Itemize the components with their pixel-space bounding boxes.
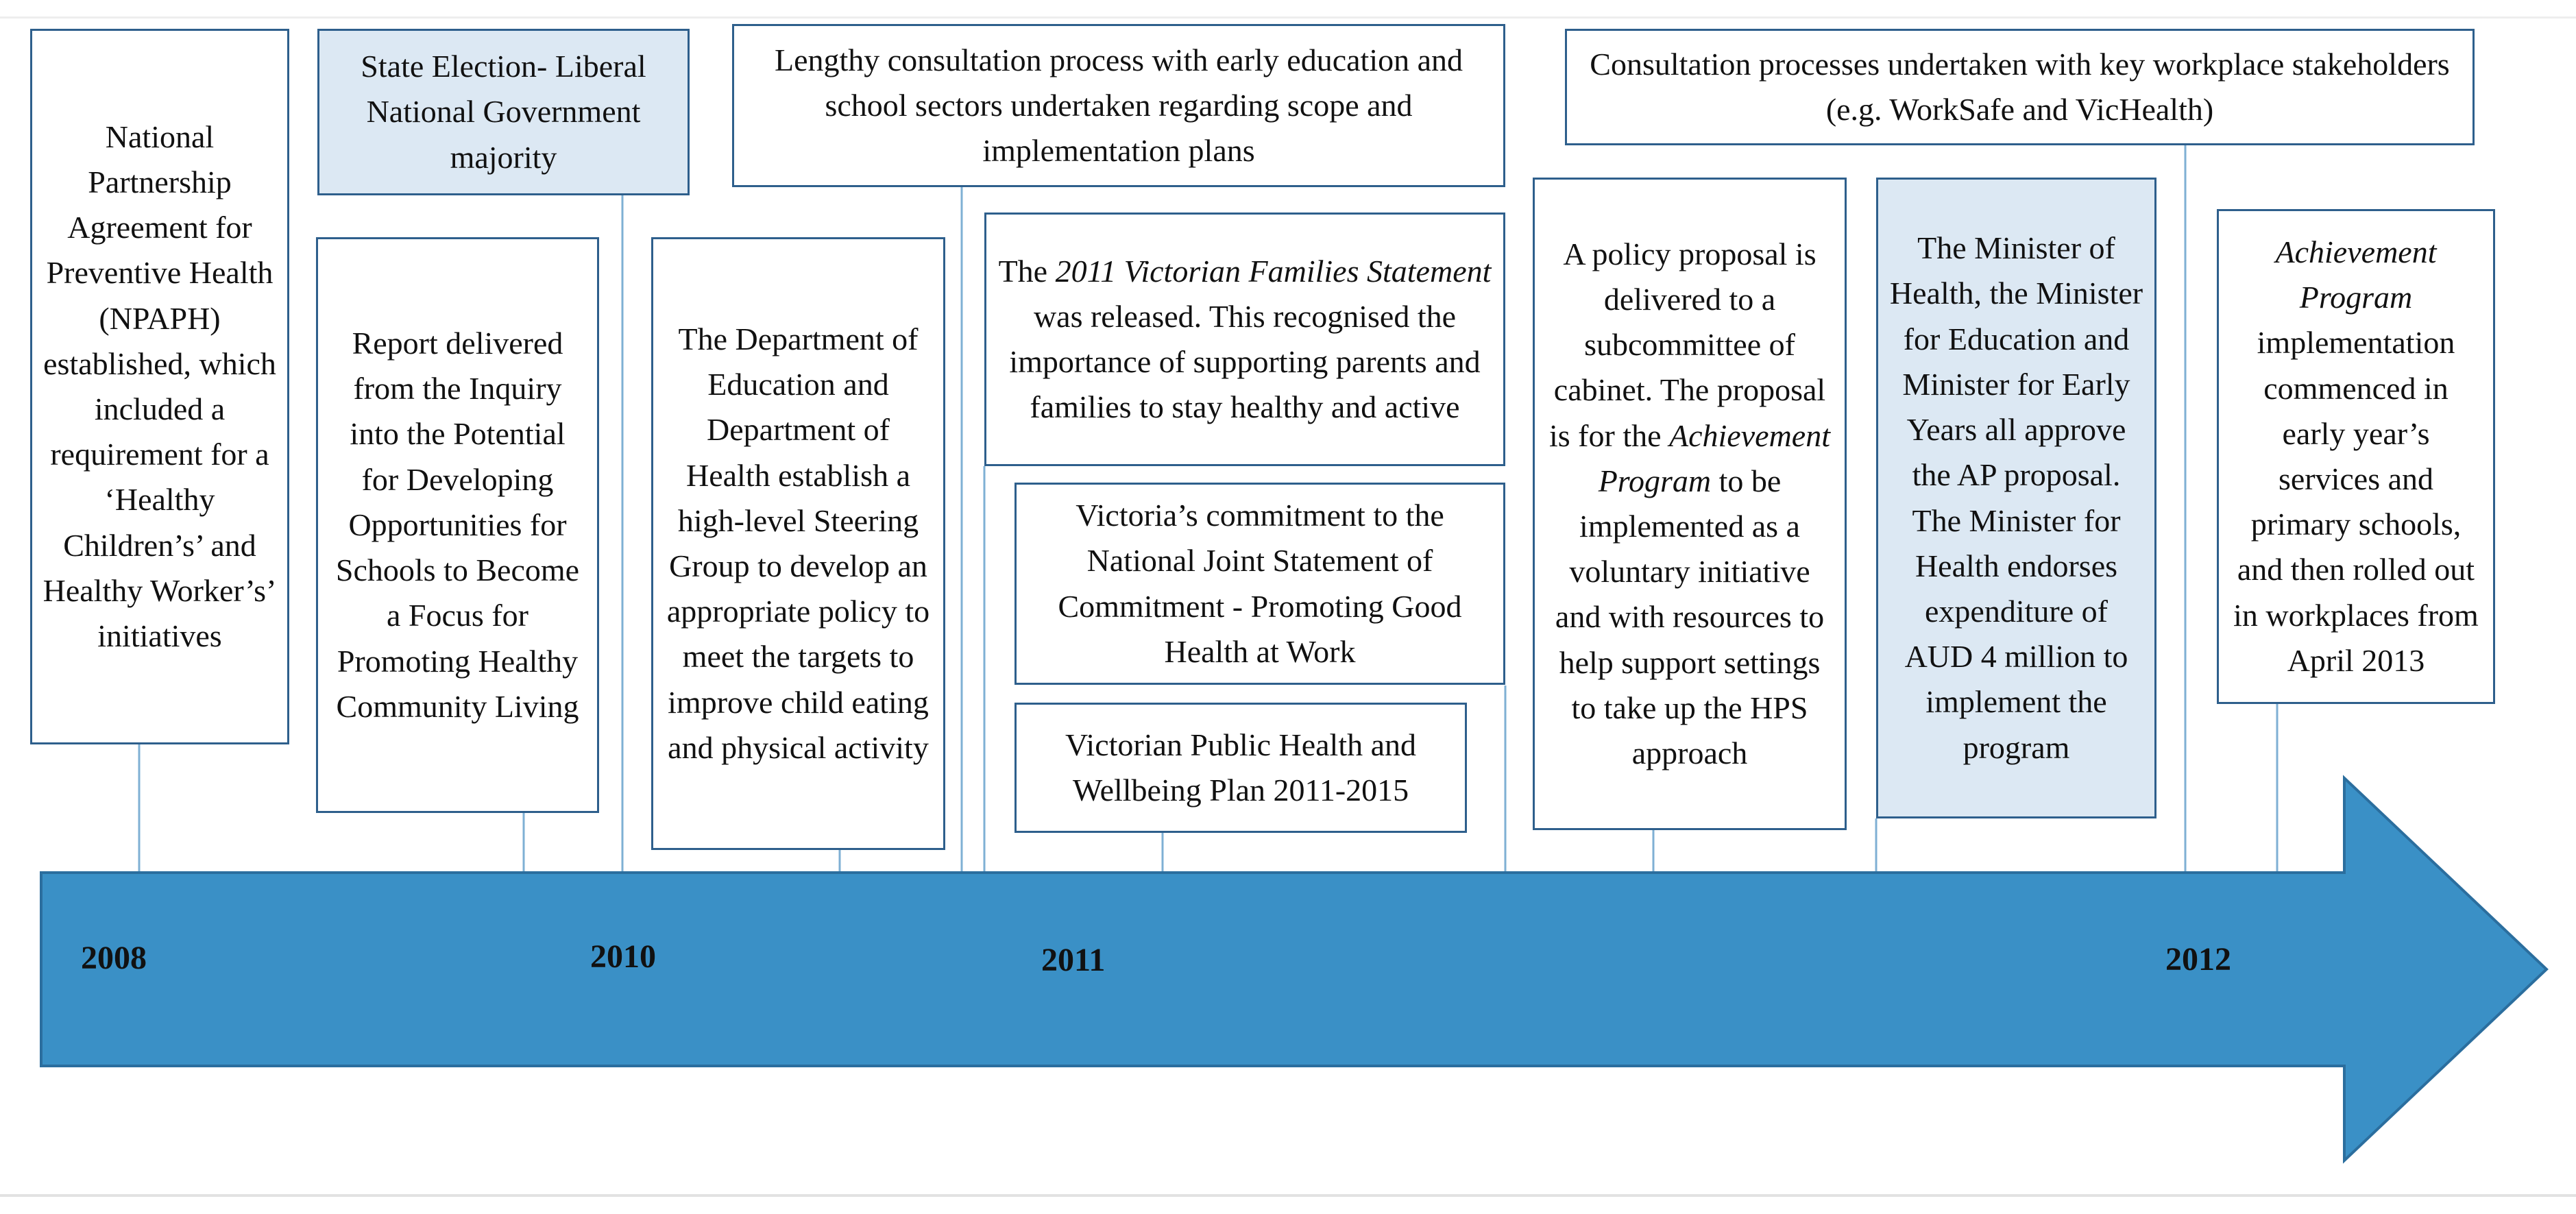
families-statement-text-post: was released. This recognised the importance of supporting parents and families to stay healthy and active xyxy=(1009,298,1481,425)
implementation-title: Achievement Program xyxy=(2275,234,2437,315)
event-text-implementation xyxy=(2228,230,2483,683)
event-box-policy-proposal xyxy=(1533,178,1847,830)
event-box-public-health-plan xyxy=(1014,703,1467,833)
event-text-inquiry-report: Report delivered from the Inquiry into the Potential for Developing Opportunities for Schools to Become a Focus for Promoting Healthy Community Living xyxy=(335,325,580,724)
event-text-state-election: State Election- Liberal National Government majority xyxy=(361,49,646,175)
families-statement-text-pre: The xyxy=(998,253,1056,289)
event-box-implementation xyxy=(2217,209,2495,704)
event-box-ministers-approve xyxy=(1876,178,2156,818)
event-text-steering-group: The Department of Education and Department of Health establish a high-level Steering Group to develop an appropriate policy to meet the targets to improve child eating and physical activity xyxy=(666,321,930,765)
event-text-national-joint-statement: Victoria’s commitment to the National Joint Statement of Commitment - Promoting Good Health at Work xyxy=(1058,498,1462,669)
year-label-2011: 2011 xyxy=(1041,942,1106,978)
year-label-2008: 2008 xyxy=(81,940,147,976)
event-box-state-election xyxy=(317,29,690,195)
event-box-inquiry-report xyxy=(316,237,599,813)
implementation-text-post: implementation commenced in early year’s services and primary schools, and then rolled out in workplaces from April 2013 xyxy=(2233,325,2479,678)
year-label-2012: 2012 xyxy=(2165,941,2231,978)
event-text-consultation-workplace: Consultation processes undertaken with key workplace stakeholders (e.g. WorkSafe and VicHealth) xyxy=(1590,46,2450,127)
bottom-divider xyxy=(0,1194,2576,1197)
event-text-public-health-plan: Victorian Public Health and Wellbeing Plan 2011-2015 xyxy=(1065,727,1417,808)
event-box-steering-group xyxy=(651,237,945,850)
event-text-families-statement xyxy=(996,249,1494,430)
event-box-consultation-workplace xyxy=(1565,29,2475,145)
policy-proposal-text-pre: A policy proposal is delivered to a subcommittee of cabinet. The proposal is for the xyxy=(1549,236,1826,453)
year-label-2010: 2010 xyxy=(590,938,656,975)
event-text-policy-proposal xyxy=(1544,232,1835,777)
policy-proposal-title: Achievement Program xyxy=(1598,417,1830,498)
event-box-consultation-education xyxy=(732,24,1505,187)
policy-proposal-text-post: to be implemented as a voluntary initiative and with resources to help support settings to take up the HPS approach xyxy=(1555,463,1825,771)
event-box-families-statement xyxy=(984,213,1505,466)
event-box-national-joint-statement xyxy=(1014,483,1505,685)
event-text-npaph: National Partnership Agreement for Preventive Health (NPAPH) established, which included a requirement for a ‘Healthy Children’s’ and Healthy Worker’s’ initiatives xyxy=(42,119,277,654)
event-text-consultation-education: Lengthy consultation process with early education and school sectors undertaken regarding scope and implementation plans xyxy=(774,42,1463,169)
event-box-npaph xyxy=(30,29,289,744)
families-statement-title: 2011 Victorian Families Statement xyxy=(1055,253,1492,289)
event-text-ministers-approve: The Minister of Health, the Minister for Education and Minister for Early Years all approve the AP proposal. The Minister for Health endorses expenditure of AUD 4 million to implement the program xyxy=(1889,230,2143,765)
